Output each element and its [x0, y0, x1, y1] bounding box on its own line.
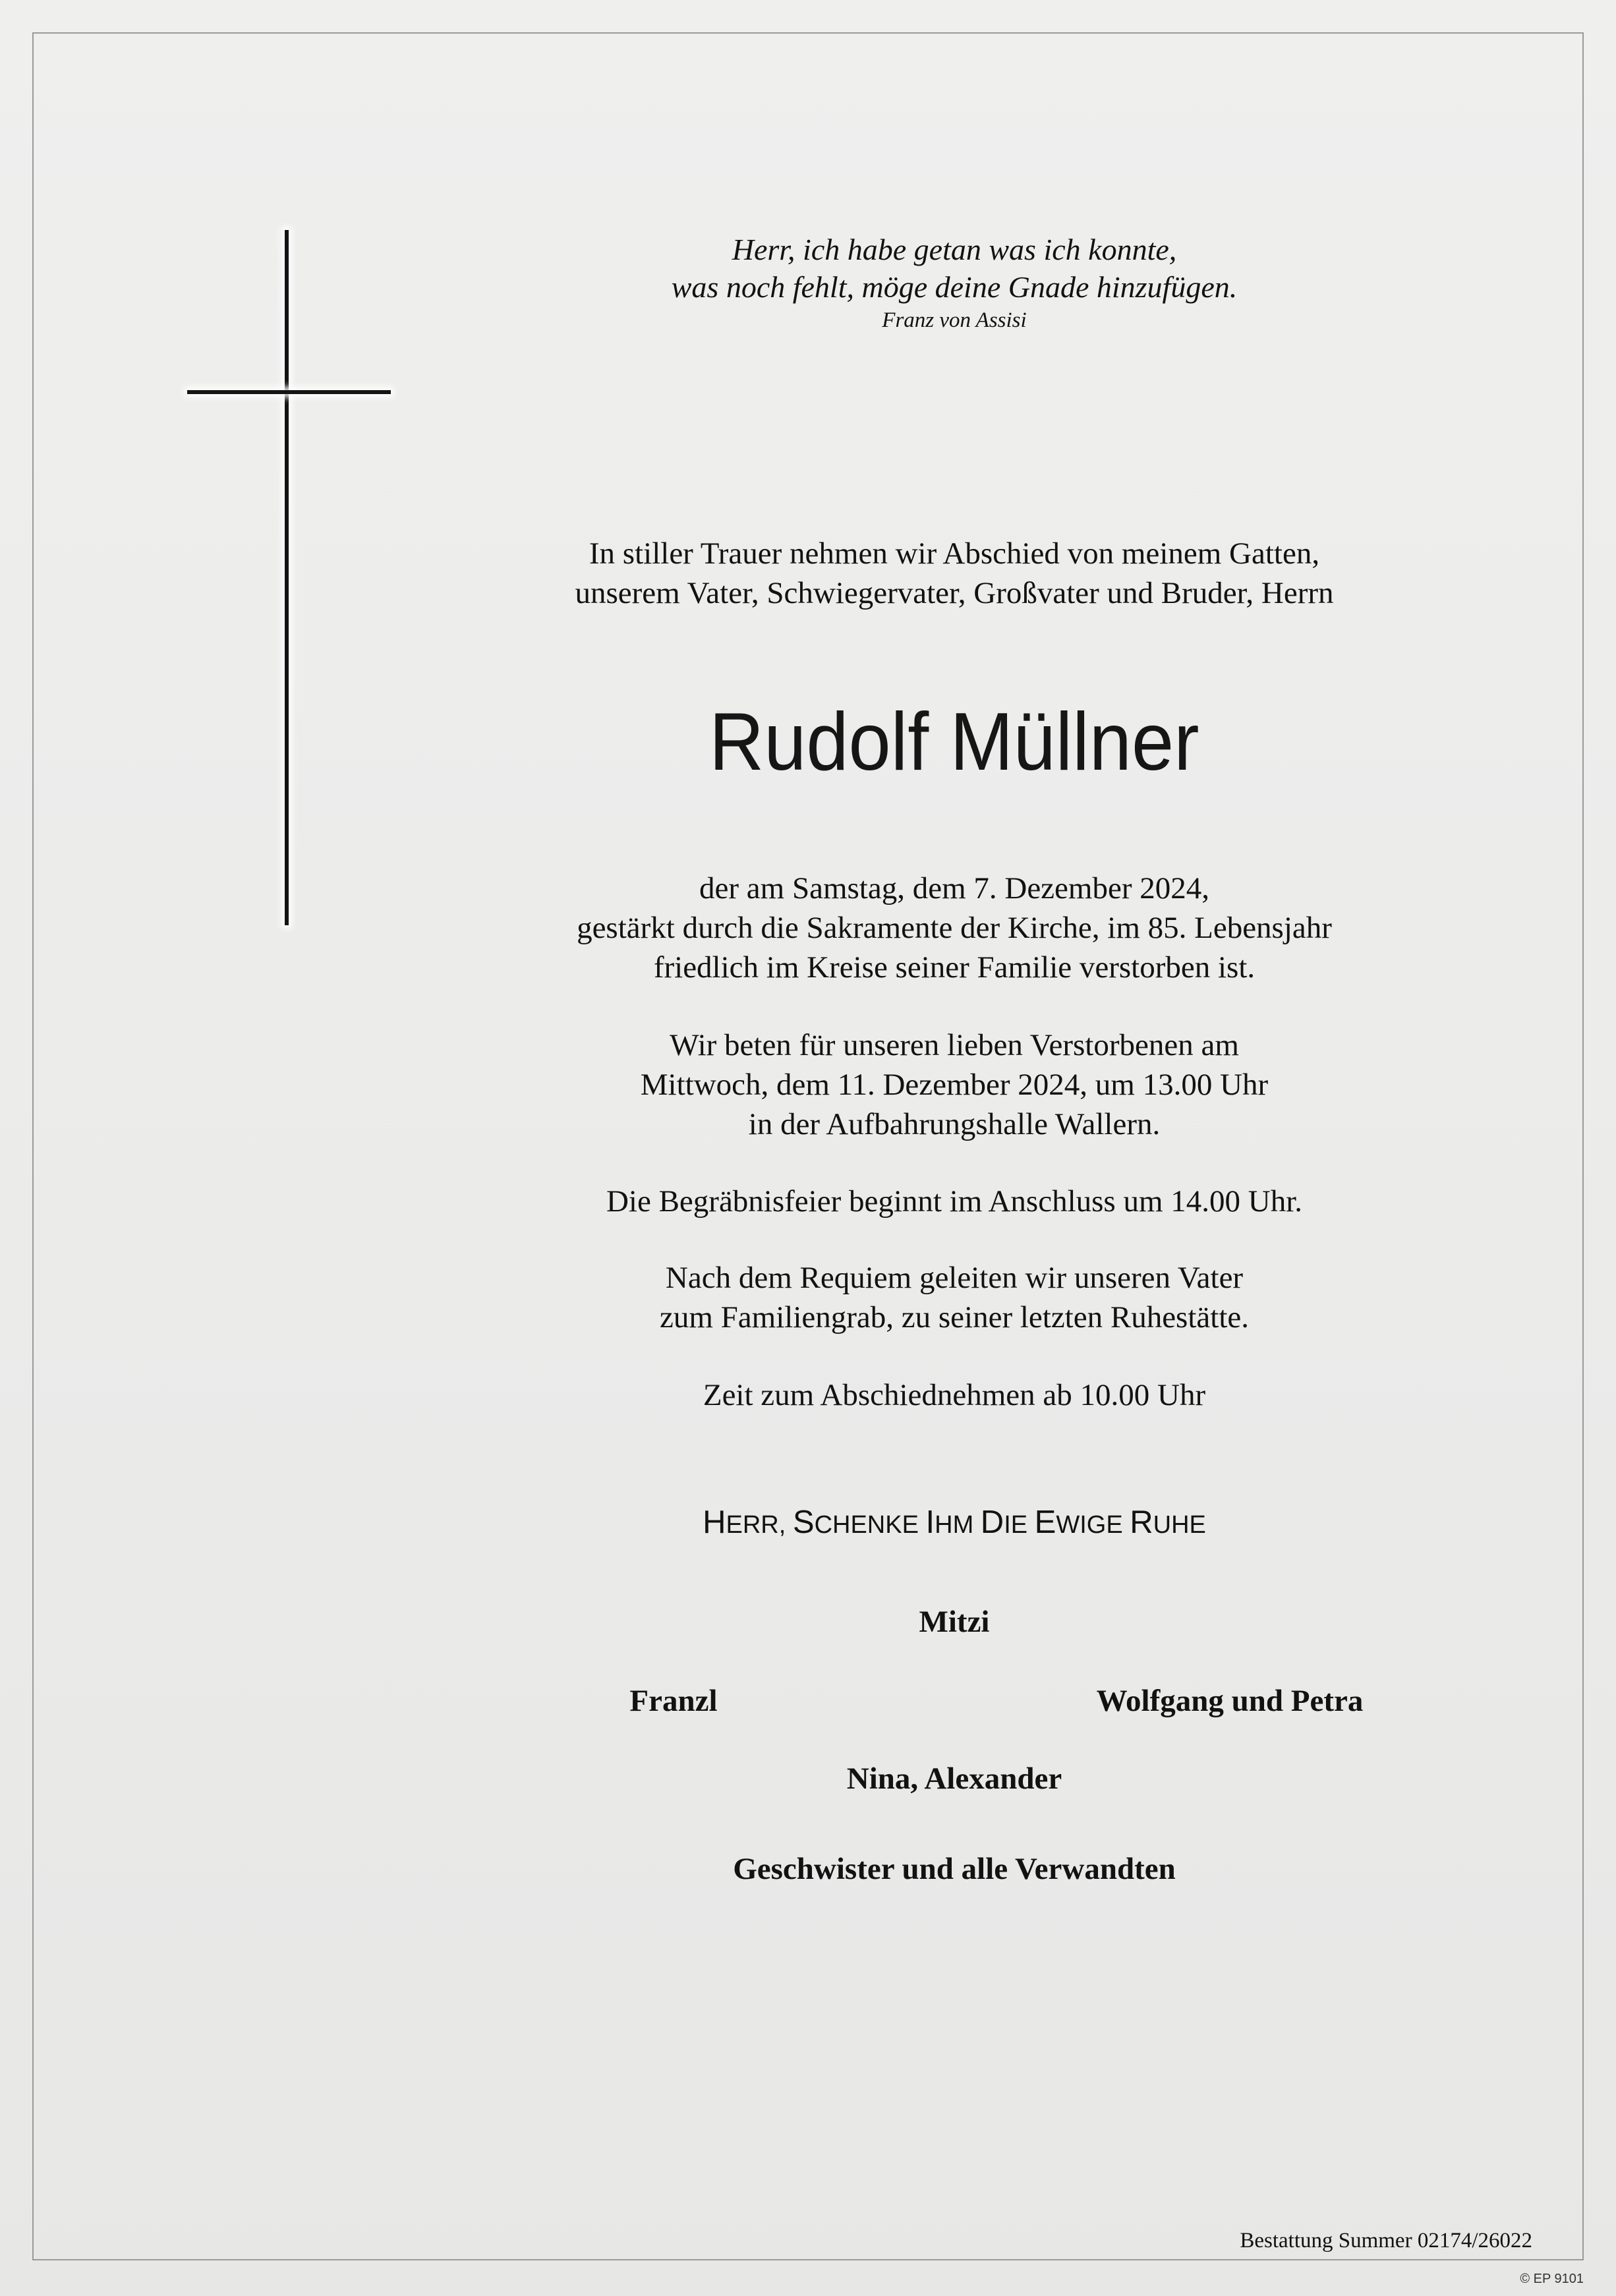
- quote-line: was noch fehlt, möge deine Gnade hinzufügen.: [671, 270, 1238, 304]
- death-info-line: friedlich im Kreise seiner Familie verstorben ist.: [653, 950, 1255, 985]
- mourner-line-last: Geschwister und alle Verwandten: [733, 1852, 1176, 1886]
- death-info-block: [361, 869, 1547, 987]
- print-code: © EP 9101: [1520, 2272, 1584, 2286]
- blessing-word: EWIGE: [1034, 1505, 1123, 1540]
- prayer-line: in der Aufbahrungshalle Wallern.: [748, 1107, 1161, 1141]
- cross-vertical-beam: [285, 230, 289, 925]
- death-info-line: der am Samstag, dem 7. Dezember 2024,: [699, 871, 1209, 905]
- intro-line: unserem Vater, Schwiegervater, Großvater und Bruder, Herrn: [575, 576, 1334, 610]
- quote-line: Herr, ich habe getan was ich konnte,: [732, 233, 1177, 266]
- requiem-block: [361, 1258, 1547, 1337]
- blessing-word: SCHENKE: [792, 1505, 919, 1540]
- page-border: [32, 32, 1584, 2260]
- death-info-line: gestärkt durch die Sakramente der Kirche, im 85. Lebensjahr: [577, 911, 1332, 945]
- blessing-word: HERR,: [703, 1505, 786, 1540]
- blessing-word: RUHE: [1130, 1505, 1206, 1540]
- requiem-line: Nach dem Requiem geleiten wir unseren Vater: [665, 1261, 1244, 1295]
- intro-line: In stiller Trauer nehmen wir Abschied von meinem Gatten,: [589, 536, 1320, 571]
- quote-block: [361, 231, 1547, 306]
- mourner-line-first: Mitzi: [919, 1605, 990, 1639]
- mourner-line-third: Nina, Alexander: [846, 1762, 1062, 1796]
- farewell-line: Zeit zum Abschiednehmen ab 10.00 Uhr: [703, 1378, 1206, 1412]
- requiem-line: zum Familiengrab, zu seiner letzten Ruhestätte.: [659, 1300, 1249, 1335]
- blessing-word: IHM: [925, 1505, 974, 1540]
- cross-horizontal-beam: [187, 390, 391, 394]
- blessing-line: [361, 1503, 1547, 1545]
- mourner-left: Franzl: [629, 1684, 718, 1718]
- blessing-word: DIE: [980, 1505, 1028, 1540]
- quote-author: Franz von Assisi: [882, 308, 1027, 332]
- deceased-name: Rudolf Müllner: [709, 697, 1199, 788]
- mourner-right: Wolfgang und Petra: [1096, 1684, 1364, 1718]
- deceased-name-row: [361, 696, 1547, 788]
- prayer-line: Wir beten für unseren lieben Verstorbenen am: [670, 1028, 1239, 1062]
- prayer-line: Mittwoch, dem 11. Dezember 2024, um 13.00 Uhr: [640, 1068, 1269, 1102]
- prayer-block: [361, 1025, 1547, 1144]
- undertaker-footer: Bestattung Summer 02174/26022: [1240, 2229, 1532, 2253]
- funeral-line: Die Begräbnisfeier beginnt im Anschluss um 14.00 Uhr.: [606, 1184, 1303, 1219]
- intro-block: [361, 534, 1547, 613]
